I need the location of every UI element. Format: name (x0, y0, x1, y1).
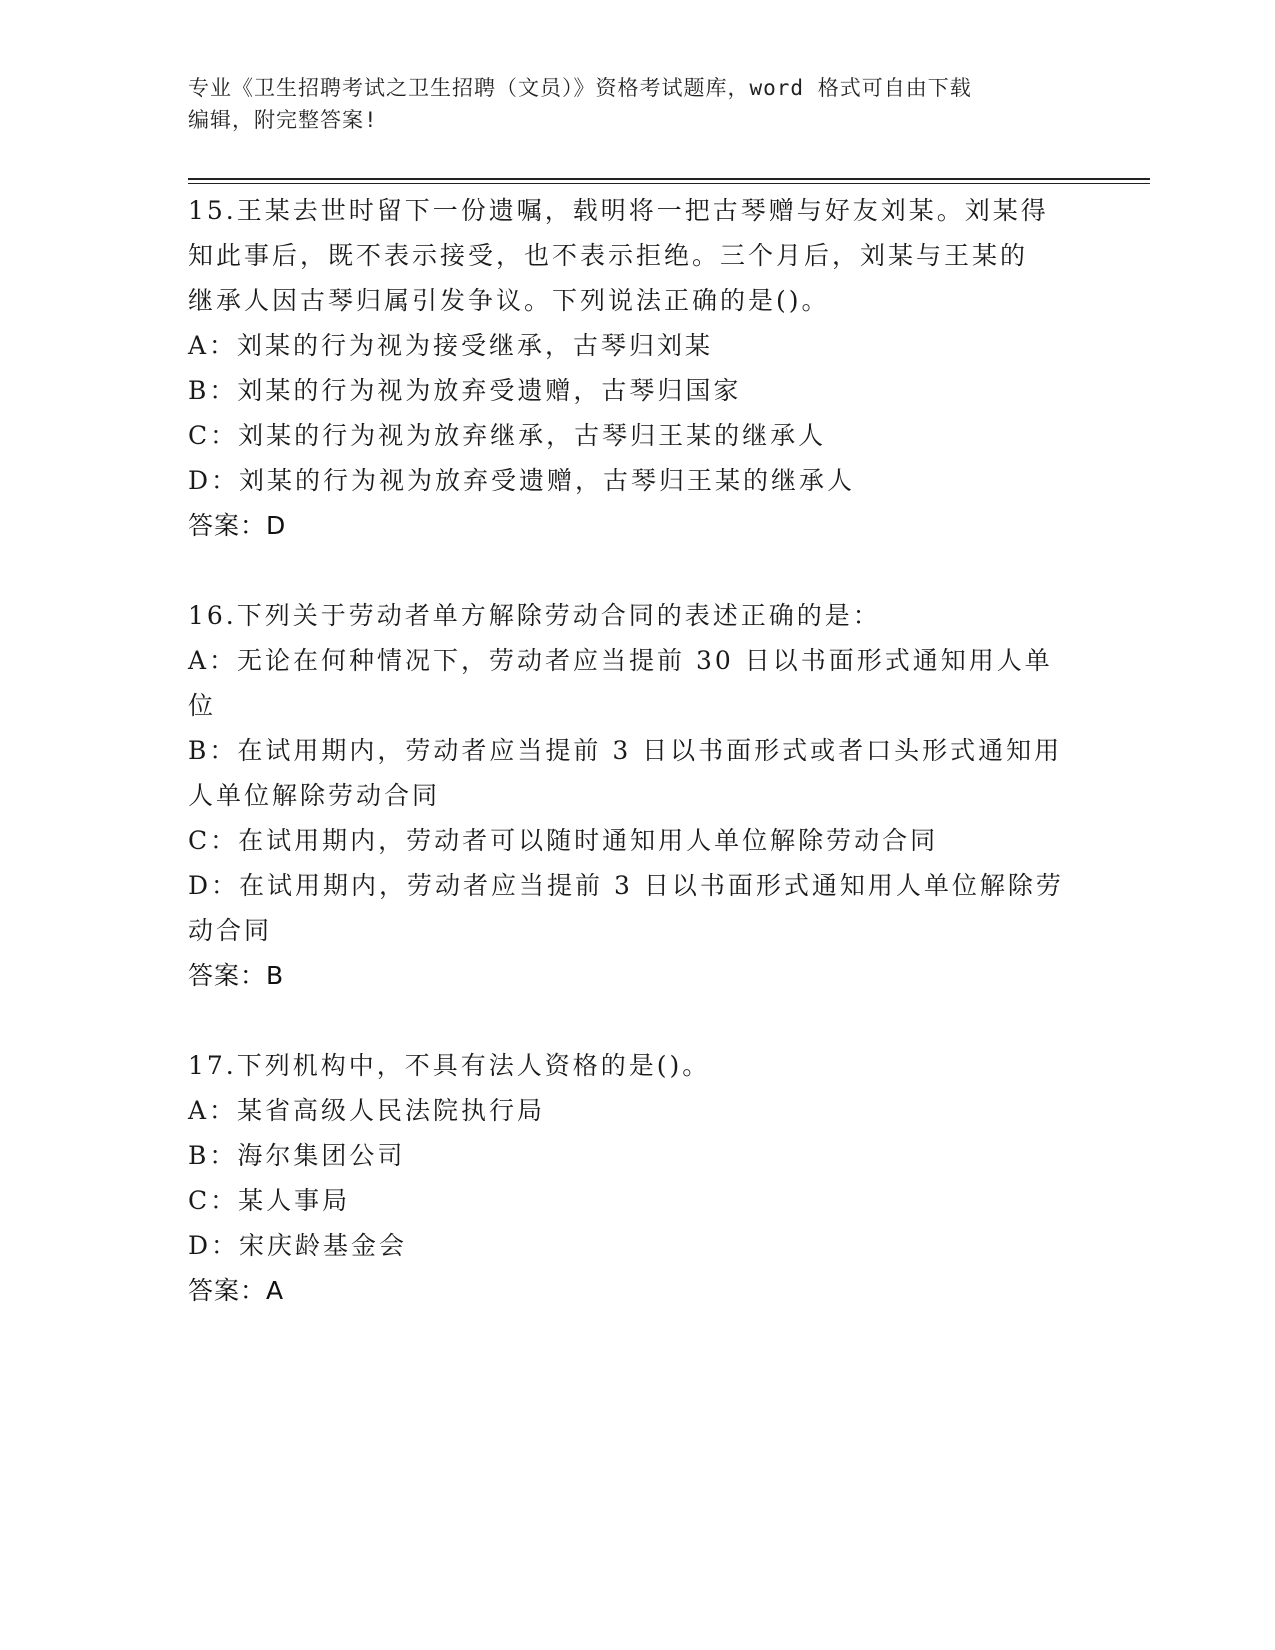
question-stem-line: 17.下列机构中，不具有法人资格的是()。 (188, 1051, 711, 1080)
question-spacer (188, 998, 1088, 1043)
answer-label: 答案：D (188, 511, 287, 540)
answer-label: 答案：A (188, 1276, 285, 1305)
option-a: A：无论在何种情况下，劳动者应当提前 30 日以书面形式通知用人单 (188, 646, 1053, 675)
option-c: C：在试用期内，劳动者可以随时通知用人单位解除劳动合同 (188, 826, 939, 855)
answer-label: 答案：B (188, 961, 285, 990)
question-15 (188, 188, 1088, 548)
question-stem-line: 继承人因古琴归属引发争议。下列说法正确的是()。 (188, 286, 830, 315)
option-b-continued: 人单位解除劳动合同 (188, 781, 441, 810)
question-17 (188, 1043, 1088, 1313)
question-stem-line: 16.下列关于劳动者单方解除劳动合同的表述正确的是： (188, 601, 881, 630)
option-b: B：海尔集团公司 (188, 1141, 406, 1170)
document-header (188, 72, 1088, 136)
option-a-continued: 位 (188, 691, 217, 720)
header-divider (188, 178, 1150, 180)
option-d: D：宋庆龄基金会 (188, 1231, 408, 1260)
option-d-continued: 动合同 (188, 916, 273, 945)
header-divider-thin (188, 183, 1150, 184)
option-c: C：某人事局 (188, 1186, 351, 1215)
option-d: D：在试用期内，劳动者应当提前 3 日以书面形式通知用人单位解除劳 (188, 871, 1064, 900)
option-c: C：刘某的行为视为放弃继承，古琴归王某的继承人 (188, 421, 827, 450)
question-stem-line: 15.王某去世时留下一份遗嘱，载明将一把古琴赠与好友刘某。刘某得 (188, 196, 1049, 225)
option-d: D：刘某的行为视为放弃受遗赠，古琴归王某的继承人 (188, 466, 856, 495)
option-b: B：刘某的行为视为放弃受遗赠，古琴归国家 (188, 376, 742, 405)
header-line: 编辑，附完整答案! (188, 108, 378, 132)
header-line: 专业《卫生招聘考试之卫生招聘（文员）》资格考试题库，word 格式可自由下载 (188, 76, 972, 100)
question-stem-line: 知此事后，既不表示接受，也不表示拒绝。三个月后，刘某与王某的 (188, 241, 1029, 270)
option-a: A：刘某的行为视为接受继承，古琴归刘某 (188, 331, 714, 360)
option-a: A：某省高级人民法院执行局 (188, 1096, 546, 1125)
question-spacer (188, 548, 1088, 593)
option-b: B：在试用期内，劳动者应当提前 3 日以书面形式或者口头形式通知用 (188, 736, 1063, 765)
question-16 (188, 593, 1088, 998)
question-list (188, 188, 1088, 1313)
